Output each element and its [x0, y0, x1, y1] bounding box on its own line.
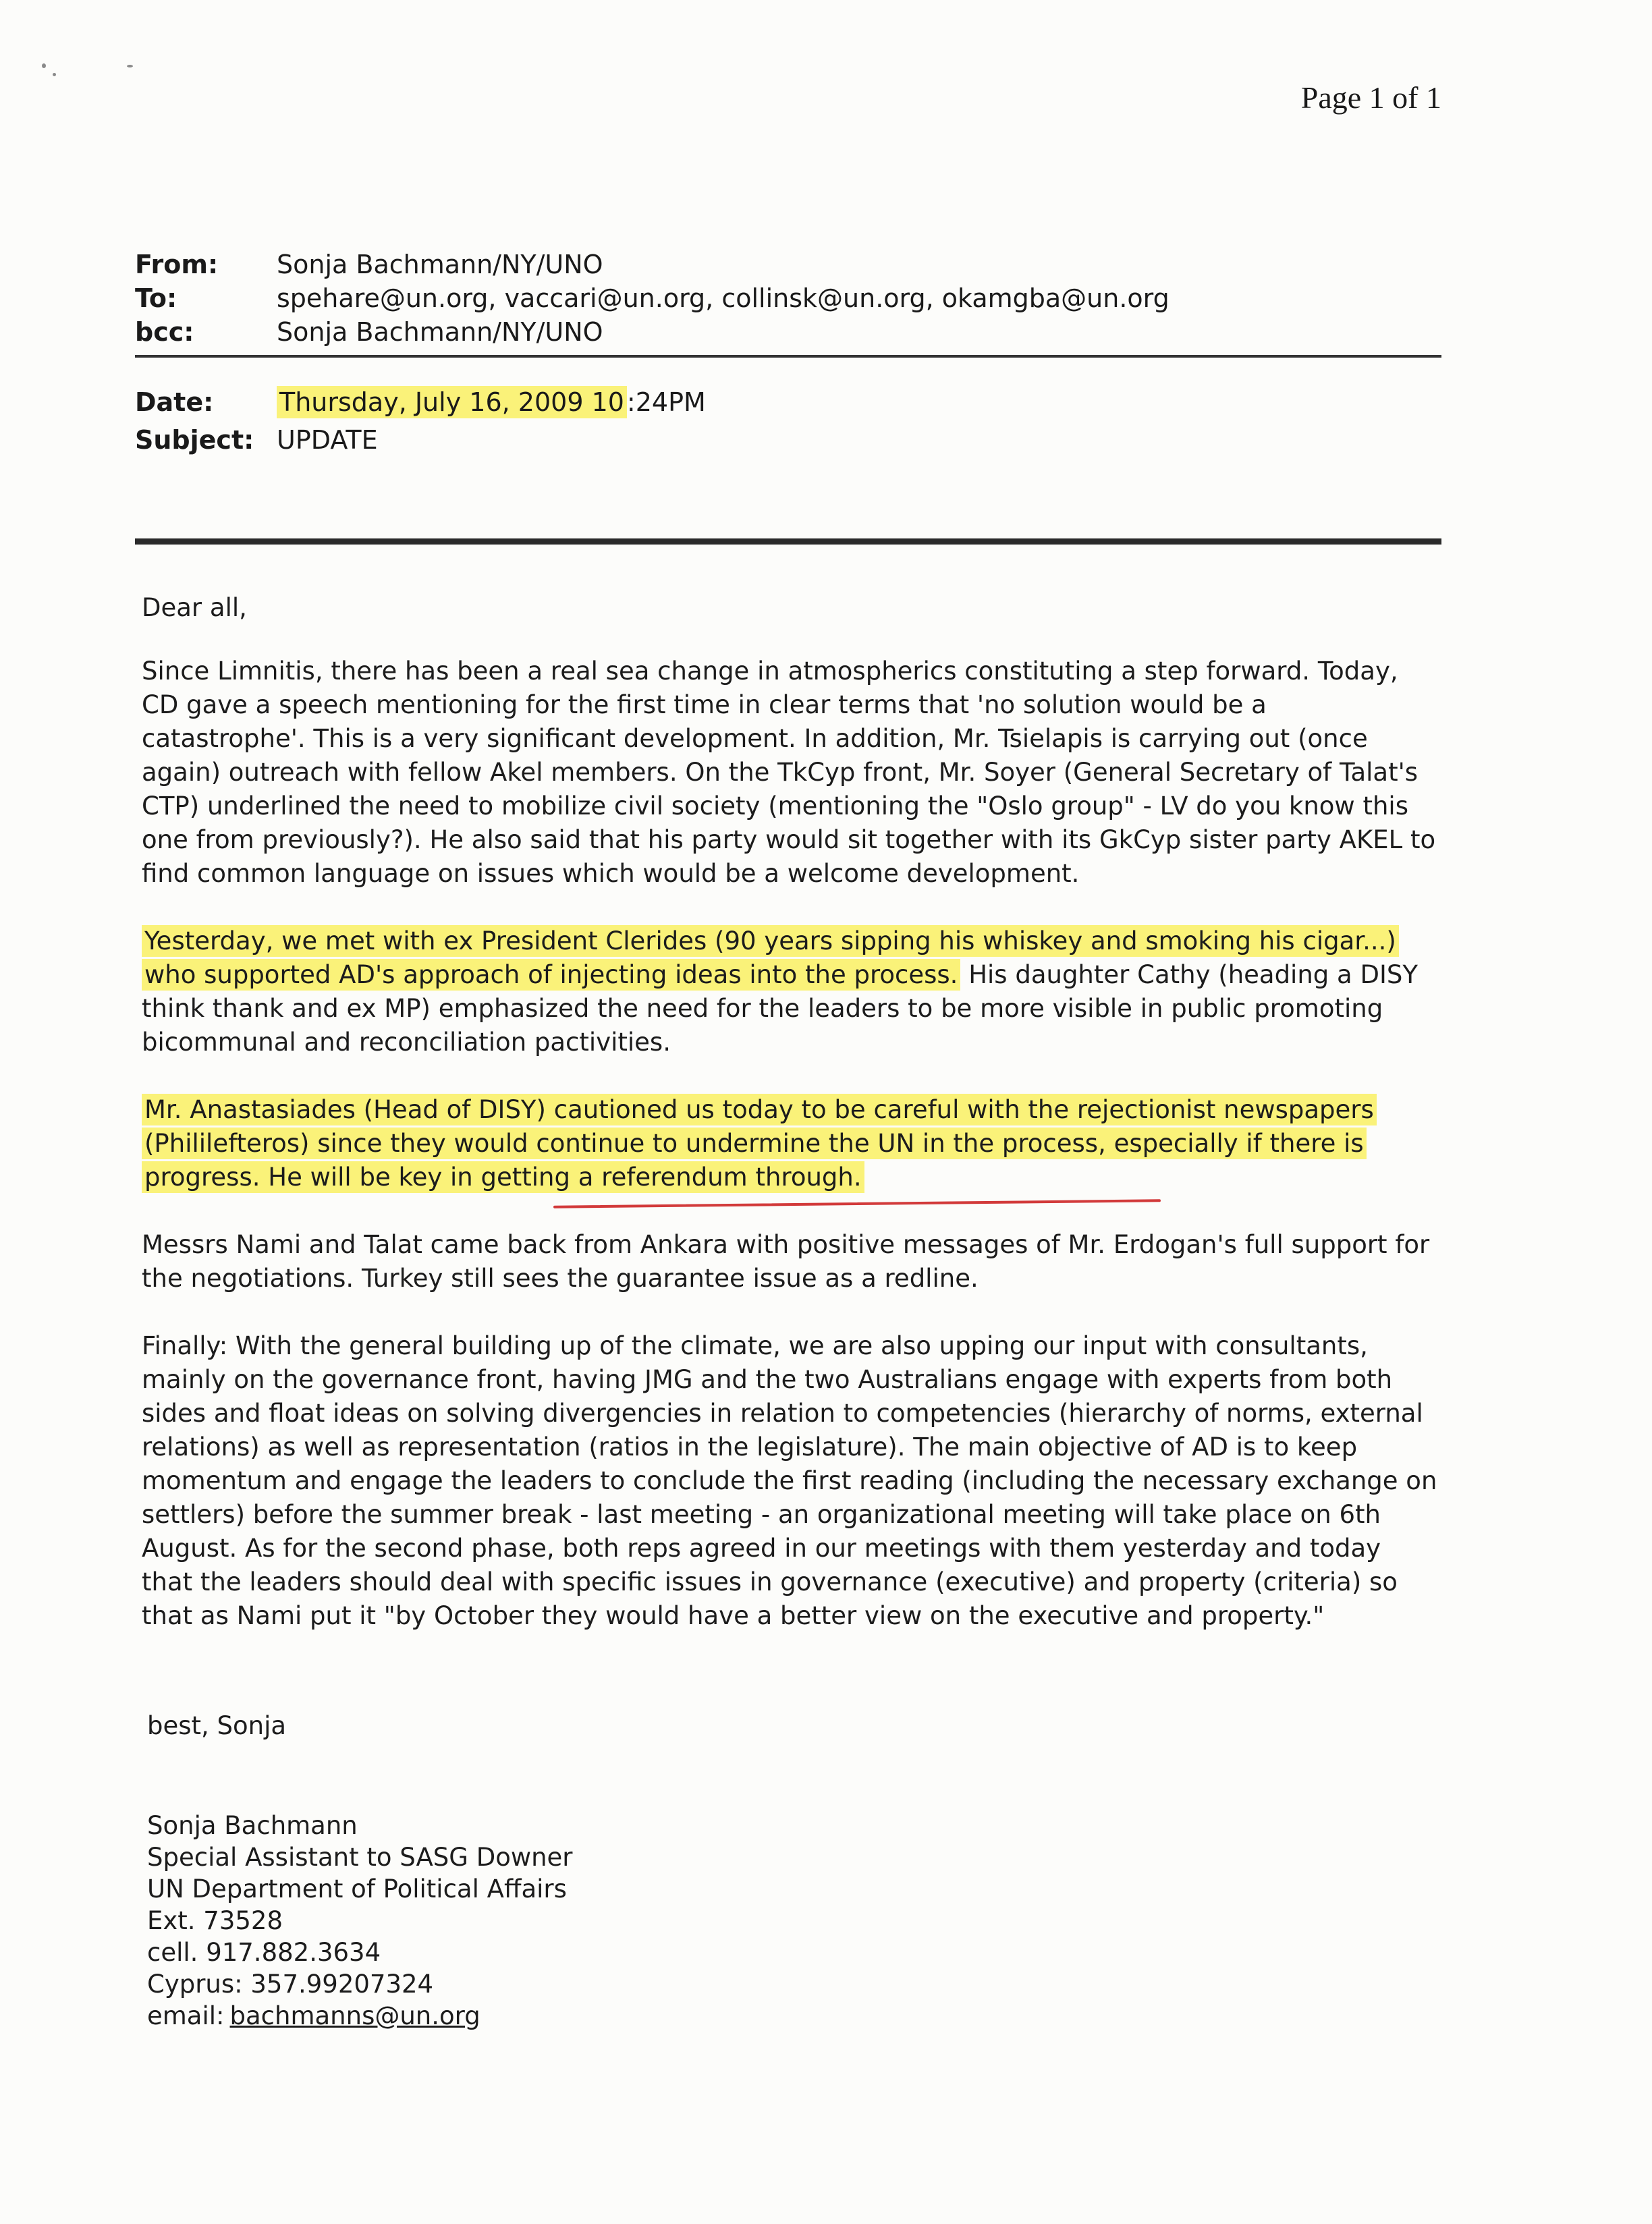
signature-email-row [147, 2000, 573, 2032]
signature-ext: Ext. 73528 [147, 1906, 283, 1935]
paragraph-limnitis: Since Limnitis, there has been a real sea change in atmospherics constituting a step forward. Today, CD gave a speech mentioning for the first time in clear terms that 'no solution would be a catastrophe'. This is a very significant development. In addition, Mr. Tsielapis is carrying out (once again) outreach with fellow Akel members. On the TkCyp front, Mr. Soyer (General Secretary of Talat's CTP) underlined the need to mobilize civil society (mentioning the "Oslo group" - LV do you know this one from previously?). He also said that his party would sit together with its GkCyp sister party AKEL to find common language on issues which would be a welcome development. [142, 657, 1436, 888]
signature-cell: cell. 917.882.3634 [147, 1938, 381, 1967]
closing: best, Sonja [147, 1711, 287, 1740]
date-time: :24PM [626, 387, 706, 417]
email-header [135, 250, 1444, 470]
from-label: From: [135, 250, 219, 279]
subject-row [135, 425, 1444, 470]
scan-speck [53, 73, 56, 76]
from-value: Sonja Bachmann/NY/UNO [277, 250, 603, 279]
bcc-value: Sonja Bachmann/NY/UNO [277, 317, 603, 347]
highlight-clerides: Yesterday, we met with ex President Clerides (90 years sipping his whiskey and smoking his cigar...) who supported AD's approach of injecting ideas into the process. [142, 925, 1399, 991]
scan-speck [127, 65, 133, 67]
page-number: Page 1 of 1 [1300, 80, 1441, 115]
to-value: spehare@un.org, vaccari@un.org, collinsk@un.org, okamgba@un.org [277, 283, 1169, 313]
subject-label: Subject: [135, 425, 254, 455]
signature-department: UN Department of Political Affairs [147, 1874, 567, 1903]
signature-block [147, 1810, 573, 2032]
date-value [277, 387, 706, 417]
signature-name: Sonja Bachmann [147, 1811, 358, 1840]
email-body [142, 591, 1437, 1667]
salutation: Dear all, [142, 593, 247, 622]
to-label: To: [135, 283, 177, 313]
bcc-label: bcc: [135, 317, 194, 347]
paragraph-anastasiades [142, 1093, 1437, 1194]
signature-email-link[interactable]: bachmanns@un.org [229, 2001, 480, 2030]
signature-cyprus: Cyprus: 357.99207324 [147, 1970, 434, 1999]
date-label: Date: [135, 387, 214, 417]
signature-title: Special Assistant to SASG Downer [147, 1843, 573, 1872]
header-divider [135, 355, 1441, 358]
body-divider [135, 538, 1441, 545]
paragraph-ankara: Messrs Nami and Talat came back from Ankara with positive messages of Mr. Erdogan's full support for the negotiations. Turkey still sees the guarantee issue as a redline. [142, 1230, 1430, 1293]
date-highlight: Thursday, July 16, 2009 10 [277, 386, 627, 418]
subject-value: UPDATE [277, 425, 378, 455]
highlight-anastasiades: Mr. Anastasiades (Head of DISY) cautioned us today to be careful with the rejectionist newspapers (Phililefteros) since they would continue to undermine the UN in the process, especially if there is progress. He will be key in getting a referendum through. [142, 1094, 1377, 1193]
paragraph-finally: Finally: With the general building up of the climate, we are also upping our input with consultants, mainly on the governance front, having JMG and the two Australians engage with experts from both sides and float ideas on solving divergencies in relation to competencies (hierarchy of norms, external relations) as well as representation (ratios in the legislature). The main objective of AD is to keep momentum and engage the leaders to conclude the first reading (including the necessary exchange on settlers) before the summer break - last meeting - an organizational meeting will take place on 6th August. As for the second phase, both reps agreed in our meetings with them yesterday and today that the leaders should deal with specific issues in governance (executive) and property (criteria) so that as Nami put it "by October they would have a better view on the executive and property." [142, 1331, 1437, 1630]
paragraph-clerides-rest: His daughter Cathy (heading a DISY think thank and ex MP) emphasized the need for the leaders to be more visible in public promoting bicommunal and reconciliation pactivities. [142, 960, 1418, 1057]
scan-speck [42, 63, 46, 68]
signature-email-label: email: [147, 2001, 225, 2030]
paragraph-clerides [142, 924, 1437, 1059]
